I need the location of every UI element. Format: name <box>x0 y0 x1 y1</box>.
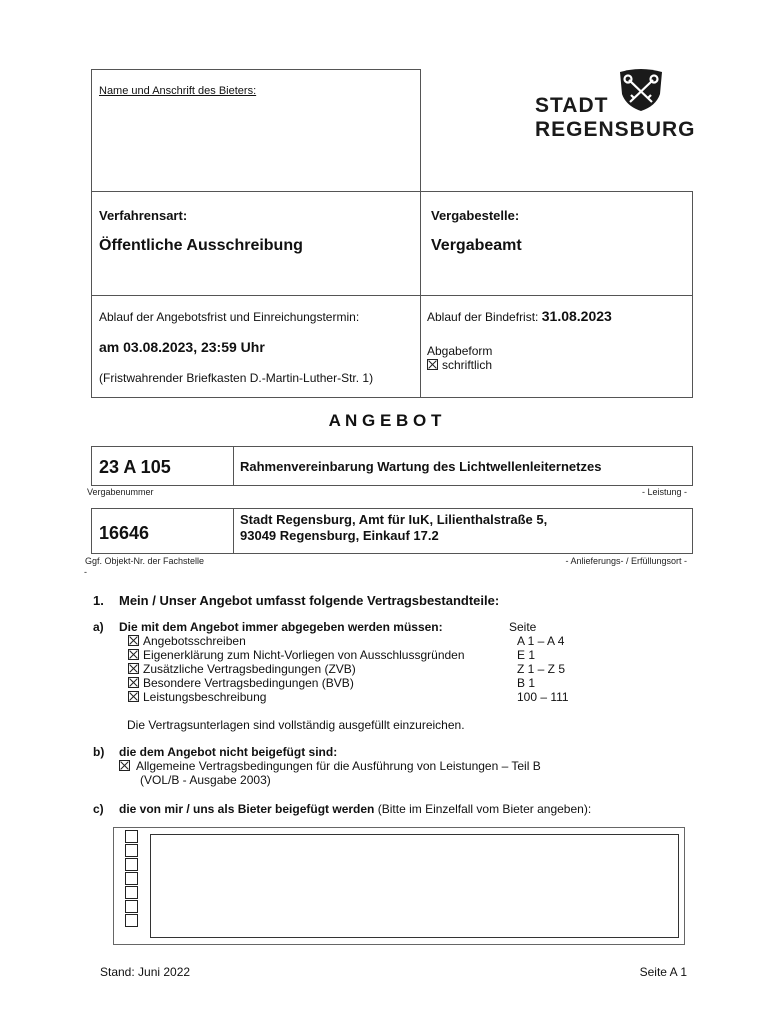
checkbox-checked-icon[interactable] <box>119 760 130 771</box>
service-caption: - Leistung - <box>641 487 687 497</box>
object-divider <box>233 509 234 553</box>
logo-line2: REGENSBURG <box>535 118 696 141</box>
footer-date: Stand: Juni 2022 <box>100 965 191 979</box>
award-number-box <box>91 446 693 486</box>
item-pages: Z 1 – Z 5 <box>517 662 566 676</box>
award-divider <box>233 447 234 485</box>
crossed-keys-crest-icon <box>616 68 666 112</box>
item-pages: A 1 – A 4 <box>517 634 565 648</box>
binding-period <box>427 308 612 324</box>
checkbox-empty-icon[interactable] <box>125 844 138 857</box>
checkbox-checked-icon[interactable] <box>128 635 139 646</box>
item-label: Angebotsschreiben <box>143 634 246 648</box>
attachments-checkbox-column <box>125 830 141 928</box>
procedure-box <box>91 191 693 296</box>
vol-b-line1: Allgemeine Vertragsbedingungen für die Ausführung von Leistungen – Teil B <box>136 759 541 773</box>
section-c-heading-line <box>119 802 591 816</box>
item-pages: E 1 <box>517 648 536 662</box>
section-1-heading: Mein / Unser Angebot umfasst folgende Vertragsbestandteile: <box>119 593 500 608</box>
binding-label: Ablauf der Bindefrist: <box>427 310 539 324</box>
section-c-heading: die von mir / uns als Bieter beigefügt werden <box>119 802 375 816</box>
item-label: Eigenerklärung zum Nicht-Vorliegen von Ausschlussgründen <box>143 648 465 662</box>
delivery-place-line1: Stadt Regensburg, Amt für IuK, Lilienthalstraße 5, <box>240 512 548 527</box>
deadline-box <box>91 295 693 398</box>
document-title: A N G E B O T <box>328 411 442 430</box>
procedure-type-label: Verfahrensart: <box>99 208 188 223</box>
page-column-header: Seite <box>509 620 537 634</box>
vol-b-item[interactable] <box>119 759 541 773</box>
deadline-label: Ablauf der Angebotsfrist und Einreichungstermin: <box>99 310 360 324</box>
item-label: Zusätzliche Vertragsbedingungen (ZVB) <box>143 662 356 676</box>
section-a-note: Die Vertragsunterlagen sind vollständig ausgefüllt einzureichen. <box>127 718 465 732</box>
checkbox-empty-icon[interactable] <box>125 858 138 871</box>
checkbox-empty-icon[interactable] <box>125 914 138 927</box>
vol-b-line2: (VOL/B - Ausgabe 2003) <box>140 773 271 787</box>
deadline-divider <box>420 296 421 397</box>
section-a-heading: Die mit dem Angebot immer abgegeben werden müssen: <box>119 620 443 634</box>
delivery-place-caption: - Anlieferungs- / Erfüllungsort - <box>565 556 687 566</box>
checkbox-empty-icon[interactable] <box>125 872 138 885</box>
object-number-caption: Ggf. Objekt-Nr. der Fachstelle <box>85 556 205 566</box>
award-number-caption: Vergabenummer <box>87 487 154 497</box>
stray-dash: - <box>84 567 87 577</box>
checkbox-checked-icon[interactable] <box>128 691 139 702</box>
list-item[interactable] <box>128 690 588 704</box>
checkbox-empty-icon[interactable] <box>125 886 138 899</box>
item-pages: B 1 <box>517 676 536 690</box>
binding-value: 31.08.2023 <box>541 308 612 324</box>
list-item[interactable] <box>128 634 588 648</box>
footer-page: Seite A 1 <box>639 965 687 979</box>
bidder-label: Name und Anschrift des Bieters: <box>99 85 257 97</box>
submission-form-value: schriftlich <box>442 358 493 372</box>
checkbox-empty-icon[interactable] <box>125 900 138 913</box>
procedure-divider <box>420 192 421 295</box>
deadline-note: (Fristwahrender Briefkasten D.-Martin-Luther-Str. 1) <box>99 371 374 385</box>
bidder-name-address-box[interactable] <box>91 69 421 192</box>
section-1-number: 1. <box>93 593 104 608</box>
procurement-office-value: Vergabeamt <box>431 237 522 254</box>
award-number-value: 23 A 105 <box>99 457 171 477</box>
attachments-text-field[interactable] <box>150 834 679 938</box>
list-item[interactable] <box>128 648 588 662</box>
section-b-heading: die dem Angebot nicht beigefügt sind: <box>119 745 338 759</box>
submission-form-label: Abgabeform <box>427 344 493 358</box>
item-label: Leistungsbeschreibung <box>143 690 267 704</box>
section-c-note: (Bitte im Einzelfall vom Bieter angeben): <box>377 802 592 816</box>
list-item[interactable] <box>128 662 588 676</box>
section-b-letter: b) <box>93 745 105 759</box>
deadline-value: am 03.08.2023, 23:59 Uhr <box>99 339 265 355</box>
service-value: Rahmenvereinbarung Wartung des Lichtwellenleiternetzes <box>240 459 602 474</box>
bidder-attachments-frame <box>113 827 685 945</box>
item-label: Besondere Vertragsbedingungen (BVB) <box>143 676 354 690</box>
procurement-office-label: Vergabestelle: <box>431 208 520 223</box>
object-number-value: 16646 <box>99 523 150 543</box>
submission-form-option[interactable] <box>427 358 492 372</box>
checkbox-checked-icon[interactable] <box>128 663 139 674</box>
delivery-place-line2: 93049 Regensburg, Einkauf 17.2 <box>240 528 439 543</box>
section-c-letter: c) <box>93 802 104 816</box>
section-a-letter: a) <box>93 620 104 634</box>
mandatory-documents-list <box>128 634 588 704</box>
list-item[interactable] <box>128 676 588 690</box>
city-logo <box>533 68 698 144</box>
procedure-type-value: Öffentliche Ausschreibung <box>99 237 303 254</box>
object-number-box <box>91 508 693 554</box>
checkbox-checked-icon[interactable] <box>427 359 438 370</box>
checkbox-checked-icon[interactable] <box>128 677 139 688</box>
logo-line1: STADT <box>535 94 609 117</box>
item-pages: 100 – 111 <box>517 690 569 704</box>
checkbox-checked-icon[interactable] <box>128 649 139 660</box>
checkbox-empty-icon[interactable] <box>125 830 138 843</box>
